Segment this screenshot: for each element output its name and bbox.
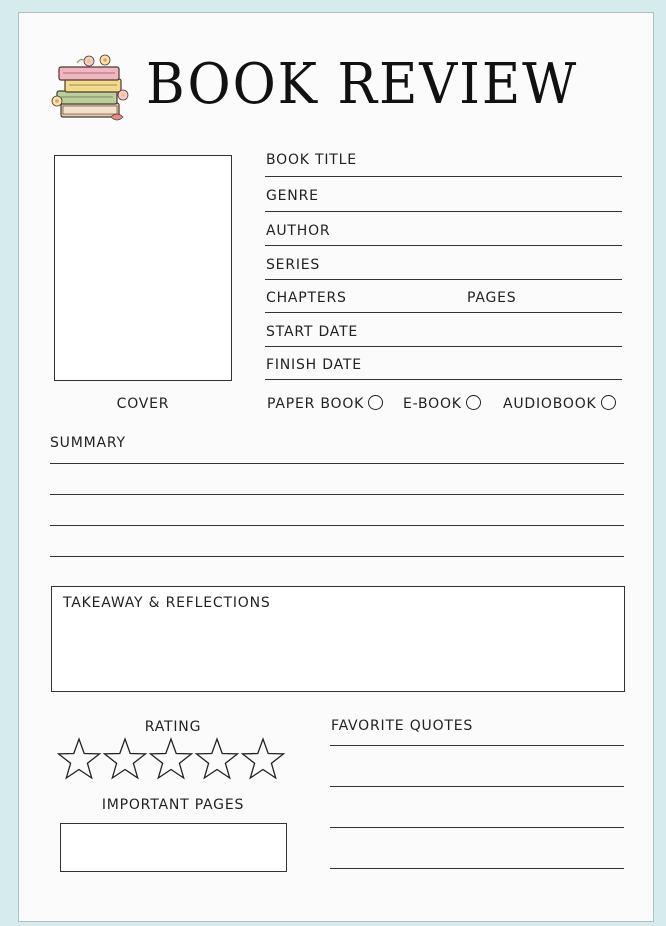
genre-line[interactable] xyxy=(265,211,622,212)
summary-line-1[interactable] xyxy=(50,463,624,464)
review-sheet xyxy=(18,12,654,922)
finish-date-label: FINISH DATE xyxy=(266,357,362,373)
series-line[interactable] xyxy=(265,279,622,280)
e-book-radio[interactable] xyxy=(466,395,481,410)
audiobook-option[interactable] xyxy=(503,395,616,412)
chapters-pages-line[interactable] xyxy=(265,312,622,313)
author-line[interactable] xyxy=(265,245,622,246)
summary-line-3[interactable] xyxy=(50,525,624,526)
paper-book-label: PAPER BOOK xyxy=(267,396,365,412)
start-date-label: START DATE xyxy=(266,324,359,340)
rating-star-2 xyxy=(105,739,146,778)
book-title-label: BOOK TITLE xyxy=(266,152,357,168)
rating-star-4 xyxy=(197,739,238,778)
cover-box[interactable] xyxy=(54,155,232,381)
rating-star-3 xyxy=(151,739,192,778)
audiobook-label: AUDIOBOOK xyxy=(503,396,597,412)
summary-label: SUMMARY xyxy=(50,435,126,451)
important-pages-box[interactable] xyxy=(60,823,287,872)
e-book-label: E-BOOK xyxy=(403,396,462,412)
favorite-quotes-label: FAVORITE QUOTES xyxy=(331,718,474,734)
e-book-option[interactable] xyxy=(403,395,481,412)
important-pages-label: IMPORTANT PAGES xyxy=(101,797,245,813)
quote-line-4[interactable] xyxy=(330,868,624,869)
audiobook-radio[interactable] xyxy=(601,395,616,410)
quote-line-3[interactable] xyxy=(330,827,624,828)
rating-star-1 xyxy=(59,739,100,778)
rating-label: RATING xyxy=(144,719,202,735)
series-label: SERIES xyxy=(266,257,321,273)
quote-line-2[interactable] xyxy=(330,786,624,787)
book-stack-with-flowers-icon xyxy=(49,51,135,125)
summary-line-2[interactable] xyxy=(50,494,624,495)
page-title: BOOK REVIEW xyxy=(146,52,579,117)
cover-label: COVER xyxy=(116,396,170,412)
summary-line-4[interactable] xyxy=(50,556,624,557)
finish-date-line[interactable] xyxy=(265,379,622,380)
paper-book-radio[interactable] xyxy=(368,395,383,410)
start-date-line[interactable] xyxy=(265,346,622,347)
rating-star-5 xyxy=(243,739,284,778)
genre-label: GENRE xyxy=(266,188,319,204)
book-title-line[interactable] xyxy=(265,176,622,177)
takeaway-label: TAKEAWAY & REFLECTIONS xyxy=(63,595,271,611)
pages-label: PAGES xyxy=(467,290,517,306)
rating-stars[interactable] xyxy=(57,737,289,785)
quote-line-1[interactable] xyxy=(330,745,624,746)
author-label: AUTHOR xyxy=(266,223,331,239)
paper-book-option[interactable] xyxy=(267,395,383,412)
chapters-label: CHAPTERS xyxy=(266,290,347,306)
